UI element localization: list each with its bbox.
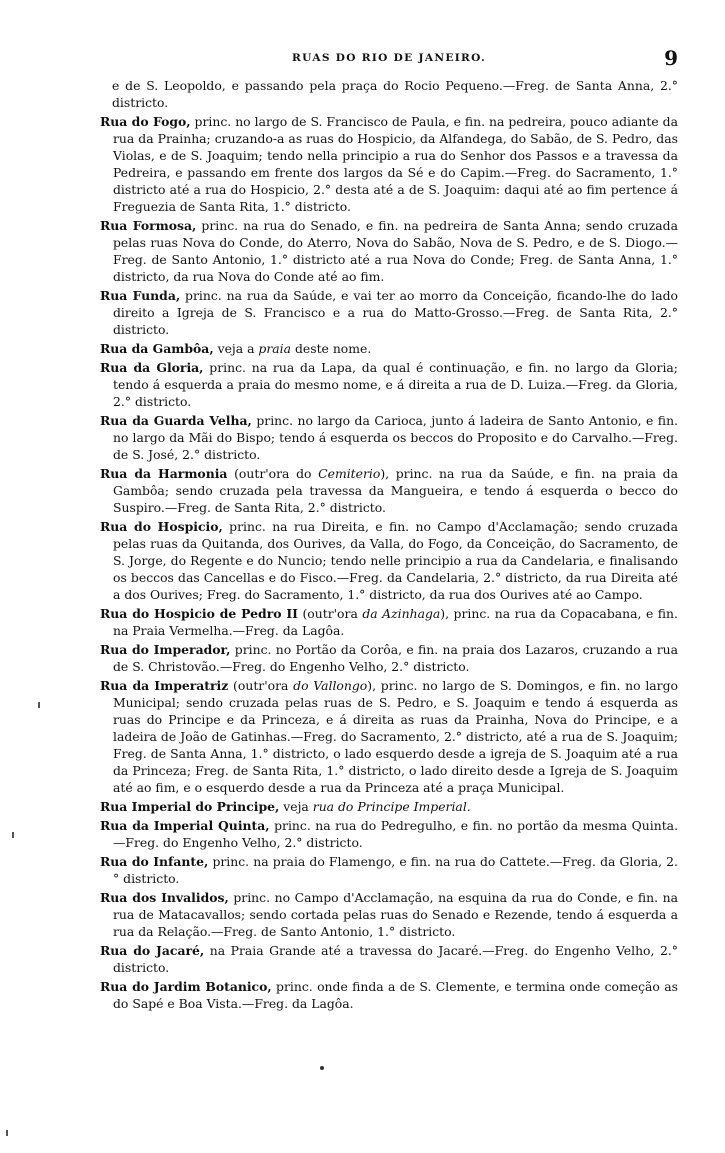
entry-rua-funda — [100, 287, 678, 338]
entry-rua-da-imperatriz — [100, 677, 678, 796]
entry-text: veja a — [213, 341, 259, 356]
running-title: RUAS DO RIO DE JANEIRO. — [292, 52, 486, 64]
entry-text: (outr'ora — [297, 606, 363, 621]
entry-headword: Rua do Hospicio, — [100, 519, 223, 534]
entry-rua-da-guarda-velha — [100, 412, 678, 463]
entry-rua-dos-invalidos — [100, 889, 678, 940]
entry-text: (outr'ora — [228, 678, 294, 693]
entry-text: princ. no largo de S. Francisco de Paula, e fin. na pedreira, pouco adiante da rua da Prainha; cruzando-a as ruas do Hospicio, da Alfandega, do Sabão, de S. Pedro, das Violas, e de S. Joaquim; tendo nella principio a rua do Senhor dos Passos e a travessa da Pedreira, e passando em frente dos largos da Sé e do Capim.—Freg. do Sacramento, 1.° districto até a rua do Hospicio, 2.° desta até a de S. Joaquim: daqui até ao fim pertence á Freguezia de Santa Rita, 1.° districto. — [113, 114, 678, 214]
entry-rua-imperial-do-principe — [100, 798, 678, 815]
entry-headword: Rua do Jardim Botanico, — [100, 979, 272, 994]
entry-headword: Rua Formosa, — [100, 218, 197, 233]
entry-headword: Rua da Imperial Quinta, — [100, 818, 270, 833]
entry-rua-do-jardim-botanico — [100, 978, 678, 1012]
entry-rua-do-imperador — [100, 641, 678, 675]
entry-italic: praia — [258, 341, 292, 356]
entry-text-after: ), princ. no largo de S. Domingos, e fin. no largo Municipal; sendo cruzada pelas ruas de S. Pedro, e S. Joaquim e tendo á esquerda as ruas do Principe e da Princeza, e á direita as ruas da Prainha, Nova do Principe, e a ladeira de João de Gatinhas.—Freg. do Sacramento, 2.° districto, até a rua de S. Joaquim; Freg. de Santa Anna, 1.° districto, o lado esquerdo desde a igreja de S. Joaquim até a rua da Princeza; Freg. de Santa Rita, 1.° districto, o lado direito desde a Igreja de S. Joaquim até ao fim, e o esquerdo desde a rua da Princeza até a praça Municipal. — [113, 678, 678, 795]
entry-text: princ. na praia do Flamengo, e fin. na rua do Cattete.—Freg. da Gloria, 2.° districto. — [113, 854, 678, 886]
entry-rua-do-fogo — [100, 113, 678, 215]
entry-headword: Rua do Imperador, — [100, 642, 231, 657]
entry-text: princ. na rua do Pedregulho, e fin. no portão da mesma Quinta.—Freg. do Engenho Velho, 2.° districto. — [113, 818, 679, 850]
street-entries — [100, 77, 678, 1014]
entry-rua-do-hospicio-de-pedro-ii — [100, 605, 678, 639]
entry-text: princ. no Portão da Corôa, e fin. na praia dos Lazaros, cruzando a rua de S. Christovão.—Freg. do Engenho Velho, 2.° districto. — [113, 642, 678, 674]
margin-mark — [6, 1130, 8, 1136]
entry-italic: da Azinhaga — [362, 606, 441, 621]
entry-text: princ. no largo da Carioca, junto á ladeira de Santo Antonio, e fin. no largo da Mãi do Bispo; tendo á esquerda os beccos do Proposito e do Carvalho.—Freg. de S. José, 2.° districto. — [113, 413, 678, 462]
entry-rua-do-infante — [100, 853, 678, 887]
entry-text: princ. na rua Direita, e fin. no Campo d'Acclamação; sendo cruzada pelas ruas da Quitanda, dos Ourives, da Valla, do Fogo, da Conceição, do Sacramento, de S. Jorge, do Regente e do Nuncio; tendo nelle principio a rua da Candelaria, e finalisando os beccos das Cancellas e do Fisco.—Freg. da Candelaria, 2.° districto, da rua Direita até a dos Ourives; Freg. do Sacramento, 1.° districto, da rua dos Ourives até ao Campo. — [113, 519, 679, 602]
entry-headword: Rua do Fogo, — [100, 114, 191, 129]
page-number: 9 — [664, 46, 678, 70]
entry-headword: Rua da Guarda Velha, — [100, 413, 252, 428]
entry-text: na Praia Grande até a travessa do Jacaré.—Freg. do Engenho Velho, 2.° districto. — [113, 943, 678, 975]
entry-headword: Rua do Infante, — [100, 854, 209, 869]
entry-headword: Rua da Gloria, — [100, 360, 204, 375]
entry-rua-da-gamboa — [100, 340, 678, 357]
entry-text-after: ), princ. na rua da Copacabana, e fin. na Praia Vermelha.—Freg. da Lagôa. — [113, 606, 678, 638]
entry-italic: do Vallongo — [293, 678, 368, 693]
entry-text: princ. na rua da Lapa, da qual é continuação, e fin. no largo da Gloria; tendo á esquerda a praia do mesmo nome, e á direita a rua de D. Luiza.—Freg. da Gloria, 2.° districto. — [113, 360, 678, 409]
entry-rua-da-imperial-quinta — [100, 817, 678, 851]
entry-text: veja — [279, 799, 313, 814]
entry-headword: Rua da Harmonia — [100, 466, 228, 481]
entry-text: princ. na rua da Saúde, e vai ter ao morro da Conceição, ficando-lhe do lado direito a Igreja de S. Francisco e a rua do Matto-Grosso.—Freg. de Santa Rita, 2.° districto. — [113, 288, 678, 337]
ink-dot-mark — [320, 1066, 324, 1070]
entry-text: princ. na rua do Senado, e fin. na pedreira de Santa Anna; sendo cruzada pelas ruas Nova do Conde, do Aterro, Nova do Sabão, Nova de S. Pedro, e de S. Diogo.—Freg. de Santo Antonio, 1.° districto até a rua Nova do Conde; Freg. de Santa Anna, 1.° districto, da rua Nova do Conde até ao fim. — [113, 218, 678, 284]
entry-headword: Rua do Jacaré, — [100, 943, 205, 958]
entry-headword: Rua da Imperatriz — [100, 678, 229, 693]
entry-text: princ. onde finda a de S. Clemente, e termina onde começão as do Sapé e Boa Vista.—Freg. da Lagôa. — [113, 979, 678, 1011]
entry-rua-da-gloria — [100, 359, 678, 410]
entry-text: princ. no Campo d'Acclamação, na esquina da rua do Conde, e fin. na rua de Matacavallos; sendo cortada pelas ruas do Senado e Rezende, tendo á esquerda a rua da Relação.—Freg. de Santo Antonio, 1.° districto. — [113, 890, 679, 939]
margin-mark — [12, 832, 14, 838]
entry-text: (outr'ora do — [227, 466, 319, 481]
entry-rua-da-harmonia — [100, 465, 678, 516]
entry-text-after: deste nome. — [291, 341, 372, 356]
entry-headword: Rua da Gambôa, — [100, 341, 214, 356]
entry-headword: Rua do Hospicio de Pedro II — [100, 606, 298, 621]
entry-italic: Cemiterio — [318, 466, 381, 481]
entry-text-after: ), princ. na rua da Saúde, e fin. na praia da Gambôa; sendo cruzada pela travessa da Mangueira, e tendo á esquerda o becco do Suspiro.—Freg. de Santa Rita, 2.° districto. — [113, 466, 678, 515]
entry-headword: Rua Funda, — [100, 288, 181, 303]
entry-italic: rua do Principe Imperial. — [312, 799, 471, 814]
margin-mark — [38, 702, 40, 708]
continuation-text: e de S. Leopoldo, e passando pela praça do Rocio Pequeno.—Freg. de Santa Anna, 2.° districto. — [112, 78, 678, 110]
entry-headword: Rua Imperial do Principe, — [100, 799, 280, 814]
entry-rua-do-jacare — [100, 942, 678, 976]
running-head — [100, 46, 678, 72]
entry-rua-formosa — [100, 217, 678, 285]
entry-headword: Rua dos Invalidos, — [100, 890, 229, 905]
entry-rua-do-hospicio — [100, 518, 678, 603]
